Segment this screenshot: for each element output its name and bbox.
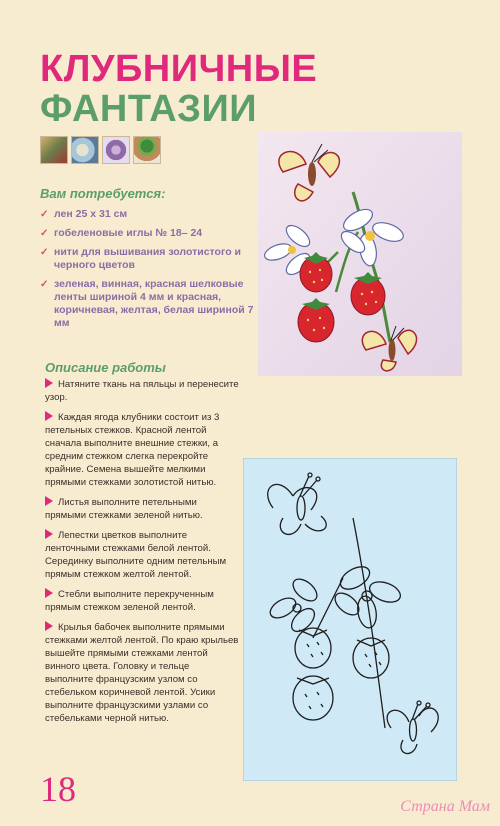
watermark: Страна Мам <box>400 798 490 815</box>
instruction-step <box>45 621 240 725</box>
description-heading: Описание работы <box>45 360 166 375</box>
materials-item <box>40 278 265 330</box>
checkmark-icon: ✓ <box>40 279 49 290</box>
bullet-triangle-icon <box>45 529 53 539</box>
checkmark-icon: ✓ <box>40 247 49 258</box>
instruction-steps <box>45 378 240 732</box>
instruction-step-text: Листья выполните петельными прямыми стежками зеленой нитью. <box>45 497 203 521</box>
embroidery-pattern <box>243 458 457 781</box>
materials-heading: Вам потребуется: <box>40 186 166 201</box>
bullet-triangle-icon <box>45 621 53 631</box>
instruction-step <box>45 378 240 404</box>
checkmark-icon: ✓ <box>40 228 49 239</box>
embroidery-photo <box>258 132 462 376</box>
bullet-triangle-icon <box>45 588 53 598</box>
instruction-step <box>45 496 240 522</box>
materials-item-text: зеленая, винная, красная шелковые ленты шириной 4 мм и красная, коричневая, желтая, белая шириной 7 мм <box>54 278 254 329</box>
materials-item-text: нити для вышивания золотистого и черного цветов <box>54 246 241 271</box>
strawberry-icon <box>351 272 385 315</box>
materials-item-text: лен 25 х 31 см <box>54 208 128 220</box>
instruction-step <box>45 529 240 581</box>
materials-thumbnails <box>40 136 161 164</box>
bullet-triangle-icon <box>45 496 53 506</box>
materials-item <box>40 227 265 240</box>
materials-item-text: гобеленовые иглы № 18– 24 <box>54 227 203 239</box>
instruction-step-text: Натяните ткань на пяльцы и перенесите узор. <box>45 379 239 403</box>
bullet-triangle-icon <box>45 378 53 388</box>
instruction-step-text: Каждая ягода клубники состоит из 3 петельных стежков. Красной лентой сначала выполните внешние стежки, а средним стежком слегка перекройте крайние. Семена вышейте мелкими прямыми стежками золотистой нитью. <box>45 412 220 488</box>
instruction-step-text: Лепестки цветков выполните ленточными стежками белой лентой. Серединку выполните одним петельным прямым стежком желтой лентой. <box>45 530 227 580</box>
instruction-step-text: Стебли выполните перекрученным прямым стежком зеленой лентой. <box>45 589 214 613</box>
thumb-plant <box>133 136 161 164</box>
title-line-1: КЛУБНИЧНЫЕ <box>40 48 318 90</box>
instruction-step <box>45 588 240 614</box>
instruction-step <box>45 411 240 489</box>
thumb-threads <box>71 136 99 164</box>
instruction-step-text: Крылья бабочек выполните прямыми стежками желтой лентой. По краю крыльев вышейте прямыми стежками лентой винного цвета. Головку и тельце выполните французским узлом со стебельком коричневой лентой. Усики выполните французскими узлами со стебельками черной нитью. <box>45 622 239 724</box>
materials-item <box>40 208 265 221</box>
thumb-fabric <box>40 136 68 164</box>
strawberry-icon <box>300 252 332 292</box>
page-number: 18 <box>40 769 76 809</box>
thumb-ribbon <box>102 136 130 164</box>
materials-item <box>40 246 265 272</box>
bullet-triangle-icon <box>45 411 53 421</box>
checkmark-icon: ✓ <box>40 209 49 220</box>
materials-list <box>40 208 265 336</box>
title-line-2: ФАНТАЗИИ <box>40 88 258 130</box>
